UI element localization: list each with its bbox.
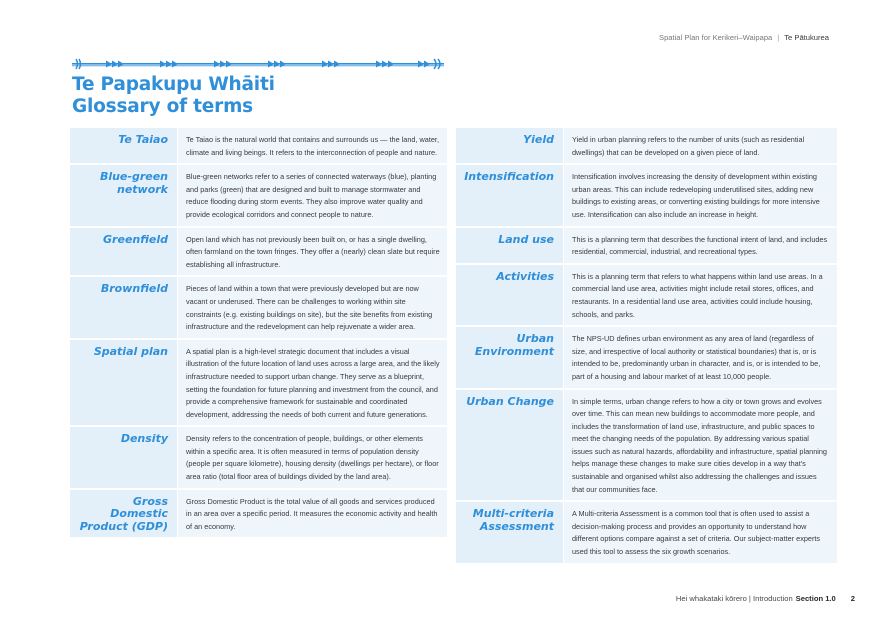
title-english: Glossary of terms xyxy=(72,96,253,117)
glossary-right-column xyxy=(456,128,837,565)
glossary-definition: Pieces of land within a town that were previously developed but are now vacant or underused. There can be challenges to working within site constraints (e.g. existing buildings on site), but the site benefits from existing infrastructure and the redevelopment can help rejuvenate a wider area. xyxy=(178,277,447,337)
glossary-row xyxy=(70,427,447,489)
plan-title: Spatial Plan for Kerikeri–Waipapa xyxy=(659,33,773,42)
glossary-definition: Te Taiao is the natural world that contains and surrounds us — the land, water, climate and living beings. It refers to the interconnection of people and nature. xyxy=(178,128,447,163)
glossary-term: Density xyxy=(70,427,177,487)
glossary-definition: This is a planning term that refers to what happens within land use areas. In a commercial land use area, activities might include retail stores, offices, and restaurants. In a residential land use area, activities could include housing, schools, and parks. xyxy=(564,265,837,325)
glossary-term: Blue-green network xyxy=(70,165,177,225)
decorative-pattern-band xyxy=(72,58,446,70)
glossary-row xyxy=(70,228,447,278)
glossary-row xyxy=(456,265,837,327)
page-title xyxy=(72,74,275,118)
glossary-term: Te Taiao xyxy=(70,128,177,163)
glossary-left-column xyxy=(70,128,447,539)
glossary-term: Greenfield xyxy=(70,228,177,276)
glossary-row xyxy=(456,228,837,265)
glossary-definition: Open land which has not previously been built on, or has a single dwelling, often farmland on the town fringes. They offer a (nearly) clean slate but require establishing all infrastructure. xyxy=(178,228,447,276)
running-header xyxy=(659,33,829,42)
glossary-term: Activities xyxy=(456,265,563,325)
title-maori: Te Papakupu Whāiti xyxy=(72,74,275,95)
glossary-row xyxy=(456,502,837,564)
glossary-definition: In simple terms, urban change refers to how a city or town grows and evolves over time. This can mean new buildings to accommodate more people, and includes the transformation of land use, infrastructure, and public spaces to meet the changing needs of the population. By addressing various spatial issues such as natural hazards, affordability and infrastructure, spatial planning helps manage these changes to make sure cities develop in a way that's sustainable and organised whilst also addressing the challenges and issues that our communities face. xyxy=(564,390,837,501)
footer-section: Section 1.0 xyxy=(795,594,836,603)
glossary-term: Urban Environment xyxy=(456,327,563,387)
glossary-definition: Density refers to the concentration of people, buildings, or other elements within a specific area. It is often measured in terms of population density (people per square kilometre), housing density (dwellings per hectare), or floor area ratio (total floor area of buildings divided by the land area). xyxy=(178,427,447,487)
glossary-row xyxy=(70,277,447,339)
glossary-definition: Intensification involves increasing the density of development within existing urban areas. This can include redeveloping underutilised sites, adding new buildings to existing areas, or converting existing buildings for more intensive use. Intensification can also include an increase in height. xyxy=(564,165,837,225)
glossary-term: Spatial plan xyxy=(70,340,177,426)
glossary-definition: Yield in urban planning refers to the number of units (such as residential dwellings) that can be developed on a given piece of land. xyxy=(564,128,837,163)
glossary-row xyxy=(70,340,447,428)
glossary-term: Urban Change xyxy=(456,390,563,501)
glossary-row xyxy=(70,165,447,227)
glossary-definition: The NPS-UD defines urban environment as any area of land (regardless of size, and irrespective of local authority or statistical boundaries) that is, or is intended to be, predominantly urban in character, and is, or is intended to be, part of a housing and labour market of at least 10,000 people. xyxy=(564,327,837,387)
glossary-row xyxy=(70,128,447,165)
glossary-definition: A spatial plan is a high-level strategic document that includes a visual illustration of the future location of land uses across a large area, and the likely infrastructure needed to support urban change. They serve as a blueprint, setting the foundation for future planning and investment from the council, and provide a comprehensive framework for sustainable and coordinated development, addressing the needs of both current and future generations. xyxy=(178,340,447,426)
glossary-definition: Gross Domestic Product is the total value of all goods and services produced in an area over a specific period. It measures the economic activity and health of an economy. xyxy=(178,490,447,538)
glossary-term: Brownfield xyxy=(70,277,177,337)
header-separator: | xyxy=(777,33,780,42)
glossary-definition: Blue-green networks refer to a series of connected waterways (blue), planting and parks (green) that are designed and built to manage stormwater and reduce flooding during storm events. They also improve water quality and provide ecological corridors and connect people to nature. xyxy=(178,165,447,225)
glossary-term: Intensification xyxy=(456,165,563,225)
glossary-row xyxy=(456,128,837,165)
glossary-term: Multi-criteria Assessment xyxy=(456,502,563,562)
glossary-definition: This is a planning term that describes the functional intent of land, and includes residential, commercial, industrial, and recreational types. xyxy=(564,228,837,263)
page-footer xyxy=(676,594,855,603)
glossary-row xyxy=(70,490,447,540)
glossary-term: Yield xyxy=(456,128,563,163)
glossary-term: Gross Domestic Product (GDP) xyxy=(70,490,177,538)
footer-text: Hei whakataki kōrero | Introduction xyxy=(675,594,793,603)
glossary-definition: A Multi-criteria Assessment is a common tool that is often used to assist a decision-making process and provides an opportunity to understand how different options compare against a set of criteria. Our subject-matter experts used this tool to assess the six growth scenarios. xyxy=(564,502,837,562)
glossary-row xyxy=(456,390,837,503)
glossary-row xyxy=(456,327,837,389)
header-section-name: Te Pātukurea xyxy=(784,33,829,42)
glossary-row xyxy=(456,165,837,227)
glossary-term: Land use xyxy=(456,228,563,263)
page-number: 2 xyxy=(850,594,855,603)
